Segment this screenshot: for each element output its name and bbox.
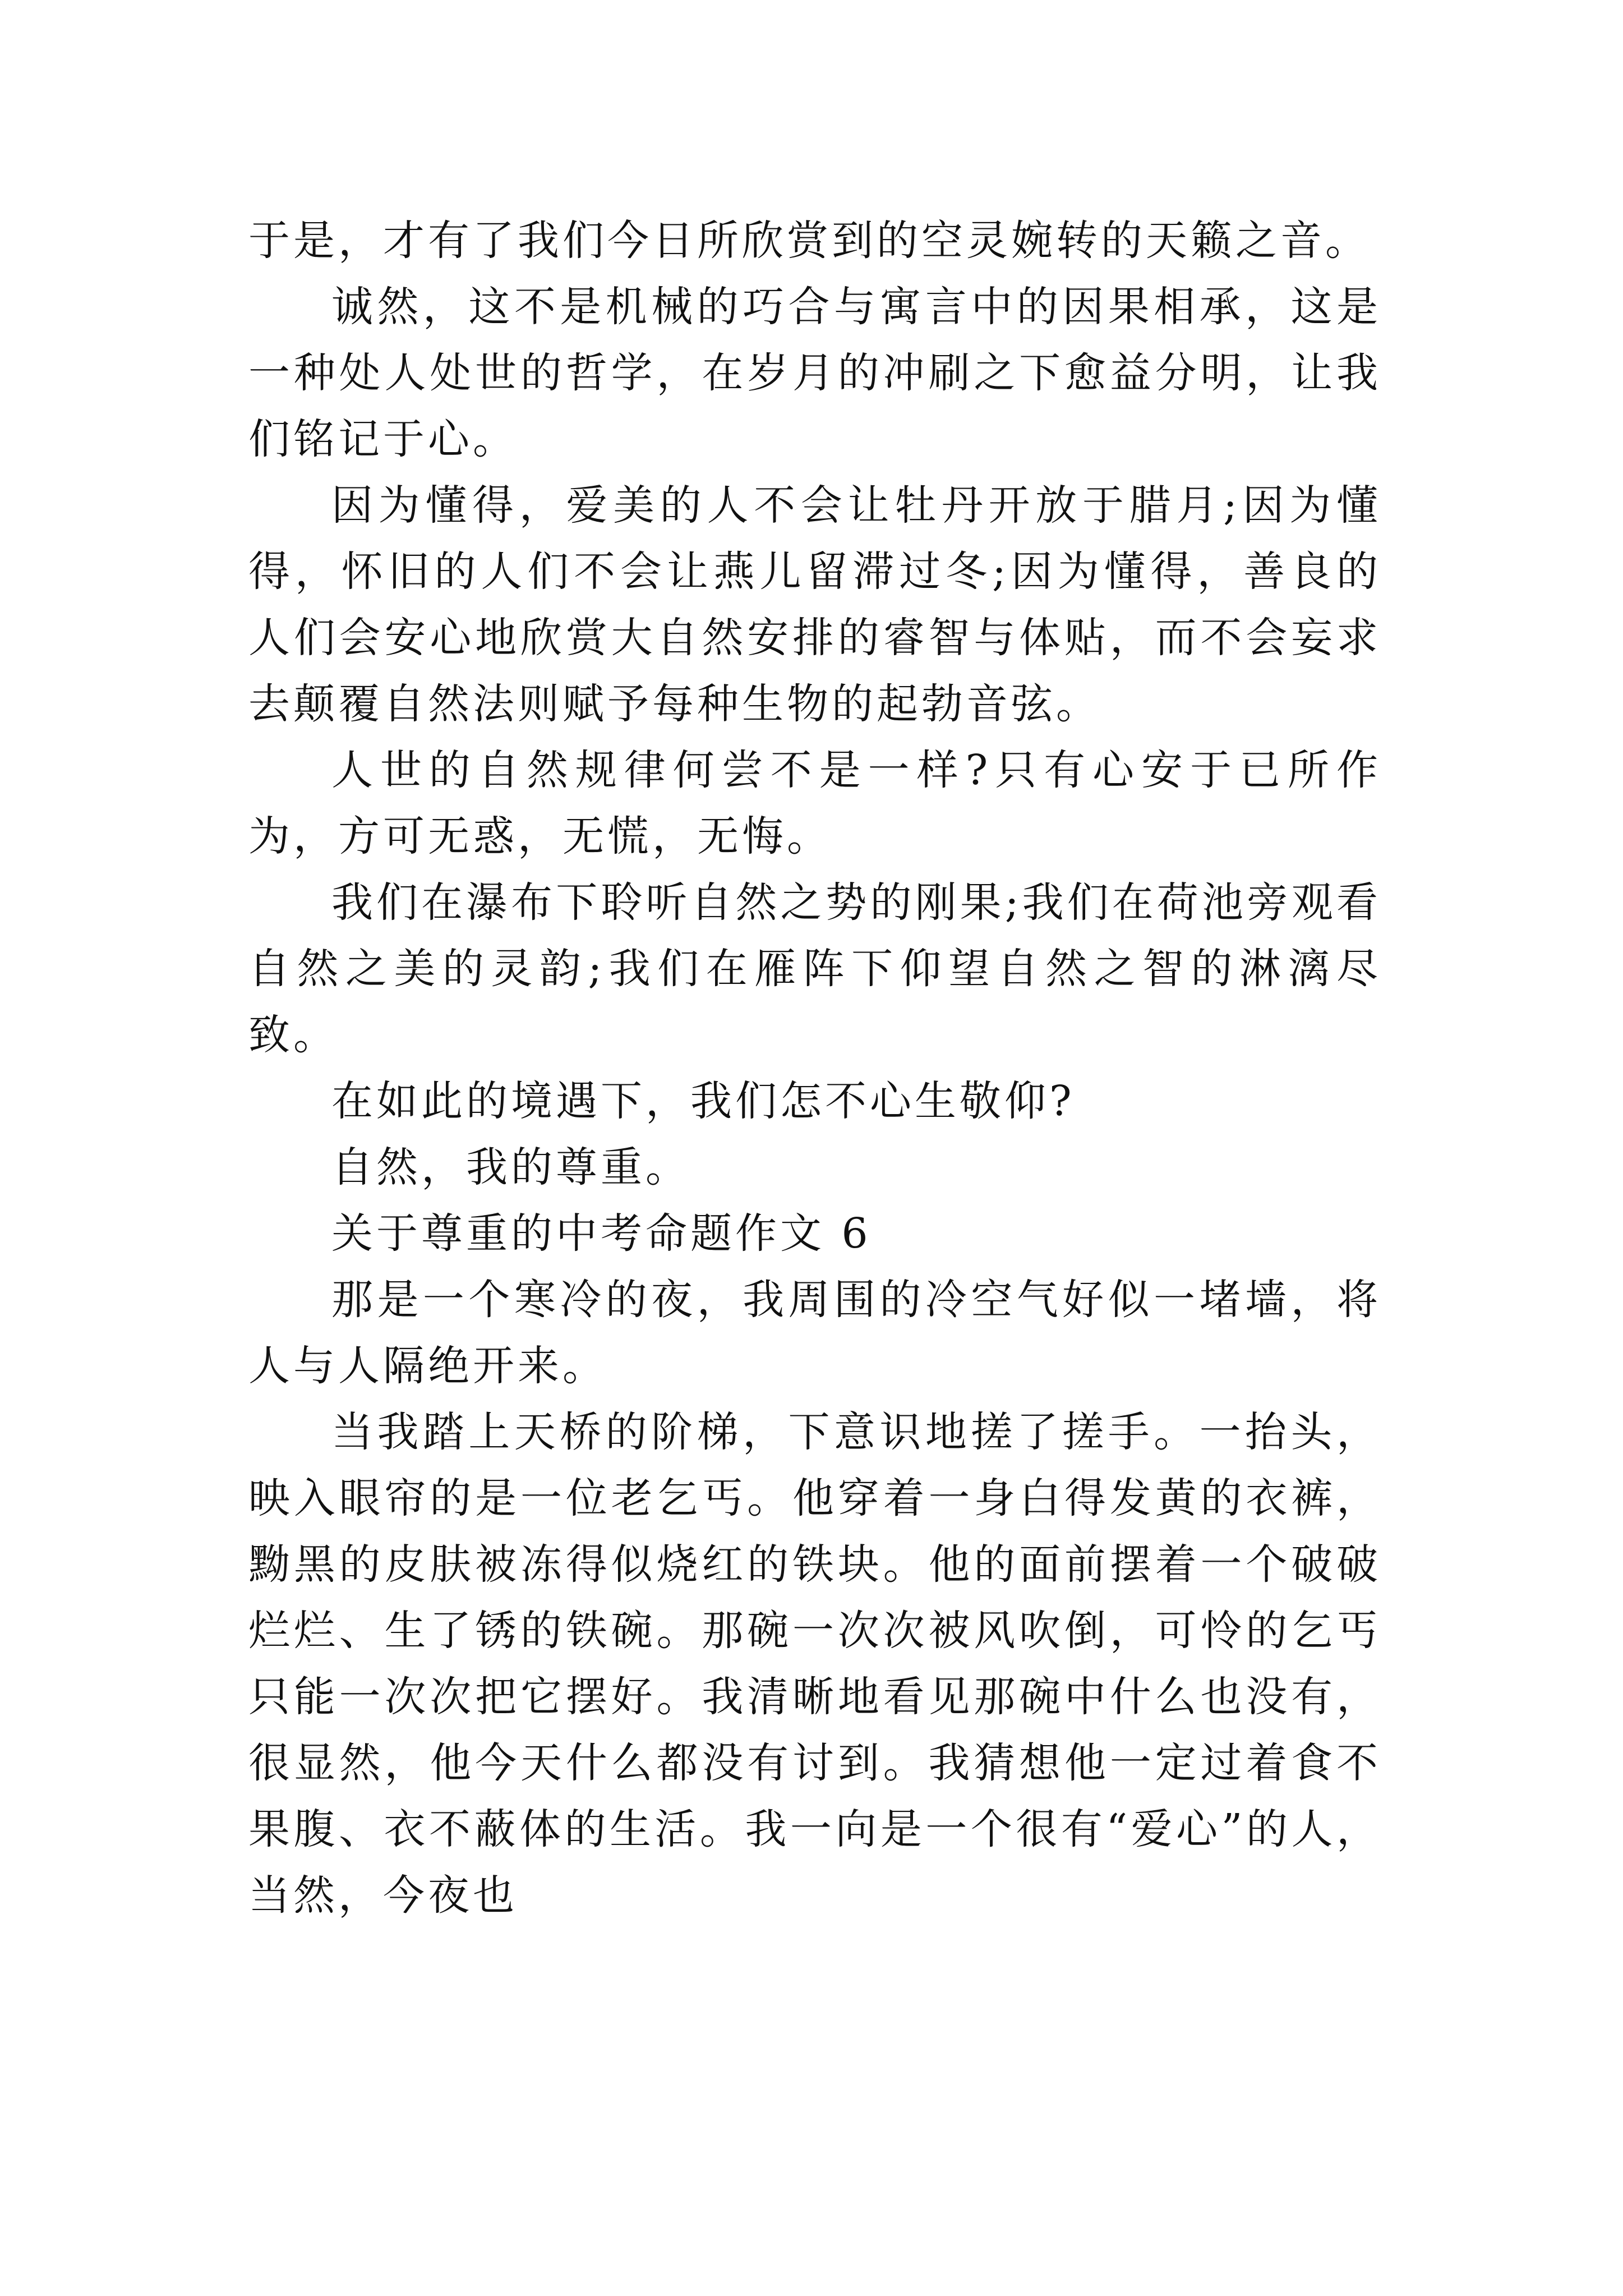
paragraph: 我们在瀑布下聆听自然之势的刚果;我们在荷池旁观看自然之美的灵韵;我们在雁阵下仰望自然之智的淋漓尽致。 [248,878,1381,1059]
paragraph: 人世的自然规律何尝不是一样?只有心安于已所作为，方可无惑，无慌，无悔。 [248,746,1381,861]
section-heading: 关于尊重的中考命题作文 6 [331,1209,872,1258]
paragraph: 那是一个寒冷的夜，我周围的冷空气好似一堵墙，将人与人隔绝开来。 [248,1276,1381,1390]
paragraph: 在如此的境遇下，我们怎不心生敬仰? [331,1077,1075,1125]
paragraph: 自然，我的尊重。 [331,1143,690,1191]
paragraph-continued: 于是，才有了我们今日所欣赏到的空灵婉转的天籁之音。 [248,217,1370,265]
document-body [248,208,1381,1929]
paragraph: 因为懂得，爱美的人不会让牡丹开放于腊月;因为懂得，怀旧的人们不会让燕儿留滞过冬;因为懂得，善良的人们会安心地欣赏大自然安排的睿智与体贴，而不会妄求去颠覆自然法则赋予每种生物的起勃音弦。 [248,481,1381,728]
paragraph: 当我踏上天桥的阶梯，下意识地搓了搓手。一抬头，映入眼帘的是一位老乞丐。他穿着一身白得发黄的衣裤，黝黑的皮肤被冻得似烧红的铁块。他的面前摆着一个破破烂烂、生了锈的铁碗。那碗一次次被风吹倒，可怜的乞丐只能一次次把它摆好。我清晰地看见那碗中什么也没有，很显然，他今天什么都没有讨到。我猜想他一定过着食不果腹、衣不蔽体的生活。我一向是一个很有“爱心”的人，当然，今夜也 [248,1408,1381,1920]
paragraph: 诚然，这不是机械的巧合与寓言中的因果相承，这是一种处人处世的哲学，在岁月的冲刷之下愈益分明，让我们铭记于心。 [248,283,1381,463]
